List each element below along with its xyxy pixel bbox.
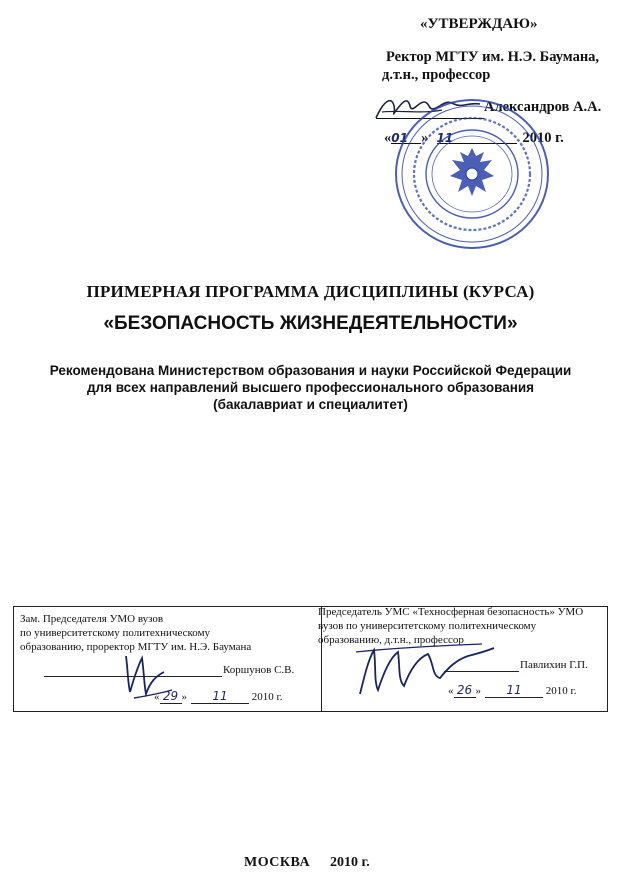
right-date-day: 26 (454, 683, 476, 698)
signature-box (13, 606, 608, 712)
approval-date: «01 » 11 2010 г. (384, 130, 564, 146)
left-date-year: 2010 г. (251, 691, 283, 703)
footer-year: 2010 г. (330, 855, 370, 870)
official-seal (392, 96, 552, 252)
program-title: ПРИМЕРНАЯ ПРОГРАММА ДИСЦИПЛИНЫ (КУРСА) (86, 282, 535, 301)
recommendation-line-1: Рекомендована Министерством образования и науки Российской Федерации (49, 363, 572, 378)
right-date-year: 2010 г. (545, 685, 577, 697)
left-signature-date: « 29 » 11 2010 г. (154, 689, 283, 703)
approval-date-month: 11 (437, 131, 517, 144)
left-signatory-line-3: образованию, проректор МГТУ им. Н.Э. Баумана (20, 641, 252, 653)
left-signatory-line-1: Зам. Председателя УМО вузов (20, 613, 164, 625)
approval-date-year: 2010 г. (522, 130, 564, 146)
right-signatory-line-2: вузов по университетскому политехническому (318, 620, 537, 632)
recommendation-line-2: для всех направлений высшего профессионального образования (86, 380, 535, 395)
left-signatory-line-2: по университетскому политехническому (20, 627, 211, 639)
right-date-month: 11 (485, 683, 543, 698)
right-signatory-name: Павлихин Г.П. (520, 659, 588, 671)
right-signature-date: « 26 » 11 2010 г. (448, 683, 577, 697)
left-date-month: 11 (191, 689, 249, 704)
approval-date-day: 01 (391, 131, 421, 144)
footer-city: МОСКВА (244, 855, 311, 870)
discipline-title: «БЕЗОПАСНОСТЬ ЖИЗНЕДЕЯТЕЛЬНОСТИ» (103, 313, 518, 334)
approval-position: Ректор МГТУ им. Н.Э. Баумана, (386, 49, 600, 65)
approval-degree: д.т.н., профессор (382, 67, 491, 83)
approval-name: Александров А.А. (484, 99, 602, 115)
left-signatory-name: Коршунов С.В. (223, 664, 295, 676)
recommendation-line-3: (бакалавриат и специалитет) (213, 397, 408, 412)
right-signatory-line-3: образованию, д.т.н., профессор (318, 634, 464, 646)
right-signature (352, 638, 502, 700)
left-signature (120, 648, 180, 704)
right-signatory-line-1: Председатель УМС «Техносферная безопасность» УМО (318, 606, 584, 618)
recommendation (0, 362, 621, 413)
left-date-day: 29 (160, 689, 182, 704)
approval-title: «УТВЕРЖДАЮ» (420, 16, 538, 32)
